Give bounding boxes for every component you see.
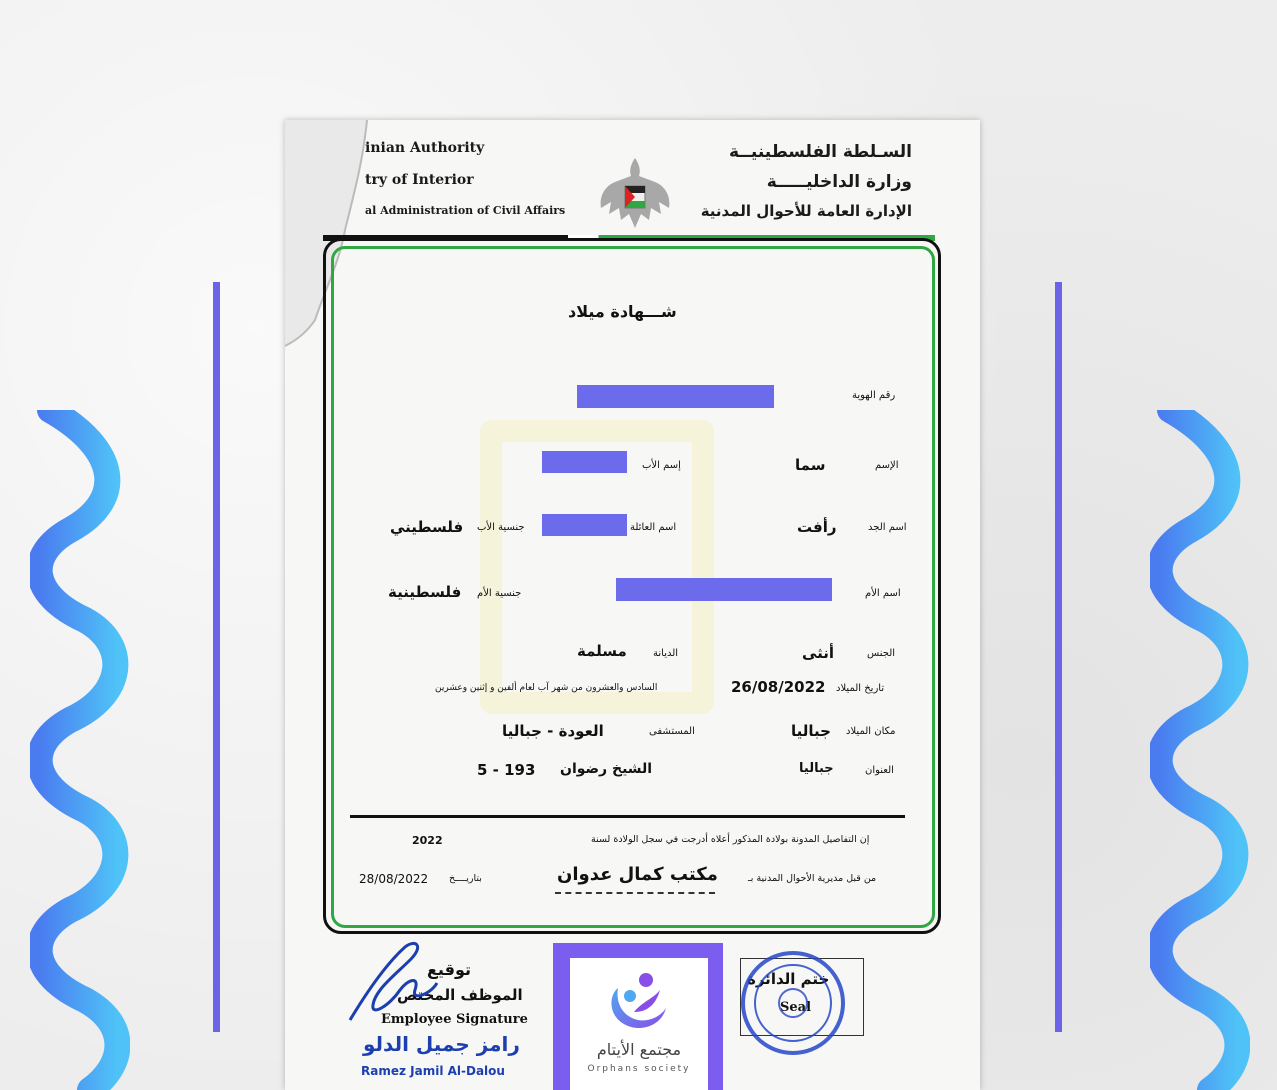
hospital-label: المستشفى xyxy=(649,726,695,737)
header-ar-line2: وزارة الداخليـــــة xyxy=(766,172,912,192)
hospital-value: العودة - جباليا xyxy=(502,722,604,740)
signature-en: Employee Signature xyxy=(381,1012,528,1027)
header-ar-line1: السـلطة الفلسطينيــة xyxy=(728,142,912,162)
father-nationality-value: فلسطيني xyxy=(390,518,464,536)
orphans-society-logo-icon xyxy=(604,966,674,1036)
pob-label: مكان الميلاد xyxy=(846,726,896,737)
left-wave-decoration xyxy=(30,410,130,1090)
header-en-line1: inian Authority xyxy=(365,140,485,156)
brand-name-en: Orphans society xyxy=(587,1064,691,1074)
separator-line xyxy=(350,815,905,818)
father-redaction xyxy=(542,451,627,473)
id-redaction xyxy=(577,385,774,408)
issued-by-label: من قبل مديرية الأحوال المدنية بـ xyxy=(748,873,877,884)
eagle-emblem-icon xyxy=(595,152,675,244)
mother-nationality-value: فلسطينية xyxy=(388,583,462,601)
official-name-en: Ramez Jamil Al-Dalou xyxy=(361,1064,505,1078)
issued-by-underline xyxy=(555,892,715,894)
seal-ar: ختم الدائرة xyxy=(747,970,830,988)
seal-en: Seal xyxy=(780,1000,812,1015)
address-number: 5 - 193 xyxy=(477,761,536,779)
brand-name-ar: مجتمع الأيتام xyxy=(596,1040,682,1059)
dob-label: تاريخ الميلاد xyxy=(836,683,885,694)
official-name-ar: رامز جميل الدلو xyxy=(363,1032,520,1056)
family-label: اسم العائلة xyxy=(630,522,677,533)
header-en-line3: al Administration of Civil Affairs xyxy=(365,204,566,217)
religion-label: الديانة xyxy=(653,648,679,659)
issued-by-value: مكتب كمال عدوان xyxy=(557,864,718,885)
address-label: العنوان xyxy=(865,765,894,776)
dob-words: السادس والعشرون من شهر آب لعام ألفين و إثنين وعشرين xyxy=(435,683,658,693)
father-nationality-label: جنسية الأب xyxy=(477,522,525,533)
date-value: 28/08/2022 xyxy=(359,872,429,886)
right-wave-decoration xyxy=(1150,410,1250,1090)
grandfather-label: اسم الجد xyxy=(868,522,907,533)
header-en-line2: try of Interior xyxy=(365,172,474,188)
family-redaction xyxy=(542,514,627,536)
official-stamp-icon xyxy=(738,948,848,1058)
pob-value: جباليا xyxy=(791,722,831,740)
mother-label: اسم الأم xyxy=(865,588,901,599)
certificate-title: شـــهادة ميلاد xyxy=(568,302,677,321)
right-accent-bar xyxy=(1055,282,1062,1032)
header-ar-line3: الإدارة العامة للأحوال المدنية xyxy=(700,202,912,220)
signature-ar-line1: توقيع xyxy=(427,960,471,979)
father-label: إسم الأب xyxy=(642,460,681,471)
register-year: 2022 xyxy=(412,834,443,847)
left-accent-bar xyxy=(213,282,220,1032)
brand-logo-card xyxy=(570,958,708,1090)
mother-redaction xyxy=(616,578,832,601)
gender-value: أنثى xyxy=(802,644,835,662)
religion-value: مسلمة xyxy=(577,642,627,660)
mother-nationality-label: جنسية الأم xyxy=(477,588,522,599)
address-street: الشيخ رضوان xyxy=(560,761,653,777)
name-label: الإسم xyxy=(875,460,899,471)
date-label: بتاريــــخ xyxy=(449,873,482,884)
address-value: جباليا xyxy=(799,761,834,776)
signature-scribble-icon xyxy=(345,935,445,1025)
id-label: رقم الهوية xyxy=(852,390,896,401)
signature-ar-line2: الموظف المختص xyxy=(397,986,523,1004)
gender-label: الجنس xyxy=(867,648,896,659)
grandfather-value: رأفت xyxy=(797,518,837,536)
dob-value: 26/08/2022 xyxy=(731,678,826,696)
name-value: سما xyxy=(795,456,826,474)
register-text: إن التفاصيل المدونة بولادة المذكور أعلاه أدرجت في سجل الولادة لسنة xyxy=(591,834,870,845)
